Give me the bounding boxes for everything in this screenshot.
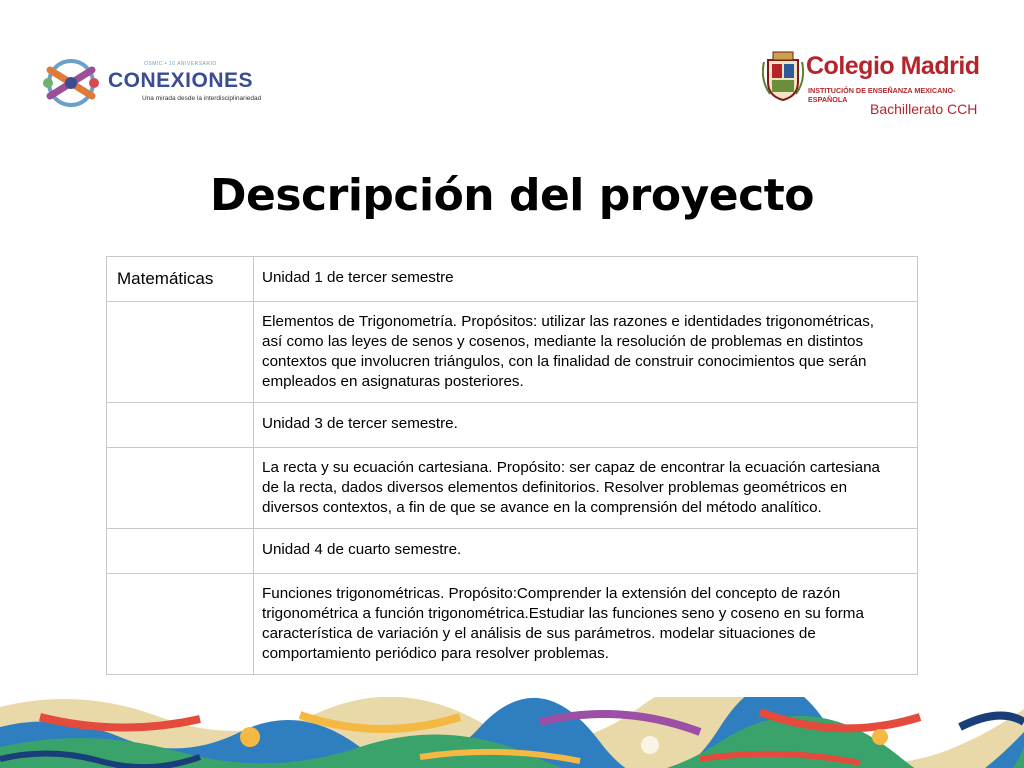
- table-row: [107, 448, 918, 529]
- conexiones-brand-text: CONEXIONES: [108, 69, 254, 92]
- table-cell: [254, 574, 918, 675]
- table-row: [107, 529, 918, 574]
- subject-cell: [107, 257, 254, 302]
- unit-heading: Unidad 4 de cuarto semestre.: [262, 541, 462, 558]
- colegio-madrid-institution: INSTITUCIÓN DE ENSEÑANZA MEXICANO-ESPAÑOLA: [808, 86, 956, 104]
- colegio-madrid-program: Bachillerato CCH: [870, 101, 978, 117]
- decorative-painted-banner: [0, 697, 1024, 768]
- empty-cell: [107, 574, 254, 675]
- conexiones-logo: [40, 52, 280, 114]
- colegio-madrid-logo: [762, 48, 984, 122]
- subject-label: Matemáticas: [117, 269, 214, 288]
- colegio-madrid-name: Colegio Madrid: [806, 52, 980, 80]
- project-description-table: [106, 256, 918, 675]
- table-row: [107, 302, 918, 403]
- table-cell: [254, 302, 918, 403]
- empty-cell: [107, 403, 254, 448]
- empty-cell: [107, 302, 254, 403]
- colegio-madrid-crest-icon: [762, 50, 804, 102]
- table-row: [107, 257, 918, 302]
- table-row: [107, 403, 918, 448]
- unit-heading: Unidad 3 de tercer semestre.: [262, 415, 458, 432]
- unit-description: Funciones trigonométricas. Propósito:Comprender la extensión del concepto de razón trigonométrica a función trigonométrica.Estudiar las funciones seno y coseno en su forma característica de variación y el análisis de sus parámetros. modelar situaciones de comportamiento periódico para resolver problemas.: [262, 585, 864, 662]
- unit-description: Elementos de Trigonometría. Propósitos: utilizar las razones e identidades trigonométricas, así como las leyes de senos y cosenos, mediante la resolución de problemas en distintos contextos que involucren triángulos, con la finalidad de construir conocimientos que serán empleados en asignaturas posteriores.: [262, 313, 875, 390]
- page-title: Descripción del proyecto: [210, 170, 814, 221]
- empty-cell: [107, 448, 254, 529]
- table-cell: [254, 403, 918, 448]
- conexiones-tagline: Una mirada desde la interdisciplinariedad: [142, 95, 262, 102]
- unit-description: La recta y su ecuación cartesiana. Propósito: ser capaz de encontrar la ecuación cartesiana de la recta, dados diversos elementos definitorios. Resolver problemas geométricos en diversos contextos, a fin de que se avance en la comprensión del método analítico.: [262, 459, 880, 516]
- conexiones-logo-mark: [40, 56, 102, 110]
- table-row: [107, 574, 918, 675]
- unit-heading: Unidad 1 de tercer semestre: [262, 269, 454, 286]
- table-cell: [254, 257, 918, 302]
- empty-cell: [107, 529, 254, 574]
- conexiones-anniversary-text: OSMIC • 10 ANIVERSARIO: [144, 61, 217, 67]
- table-cell: [254, 448, 918, 529]
- table-cell: [254, 529, 918, 574]
